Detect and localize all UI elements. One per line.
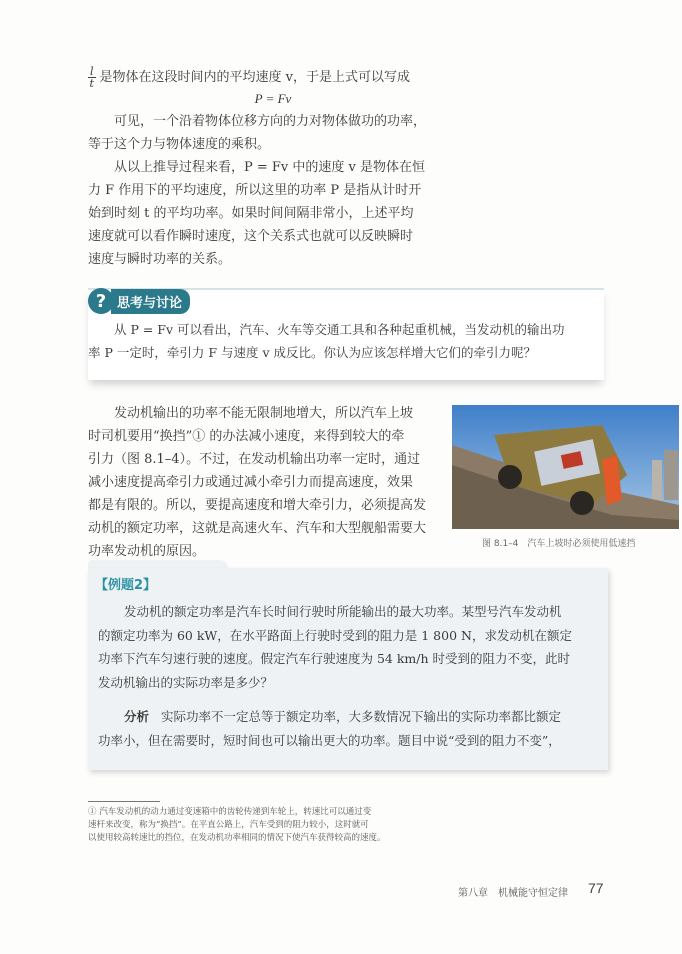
example-label: 【例题2】 [95,578,157,593]
formula: P = Fv [254,91,292,106]
paragraph-line: 发动机输出的功率不能无限制地增大，所以汽车上坡 [114,406,414,421]
page-number: 77 [588,880,604,896]
paragraph-line: 发动机输出的实际功率是多少？ [98,674,274,690]
paragraph-line: 引力（图 8.1–4）。不过，在发动机输出功率一定时，通过 [88,452,421,467]
paragraph-line: 发动机的额定功率是汽车长时间行驶时所能输出的最大功率。某型号汽车发动机 [124,604,562,619]
paragraph-line: 时司机要用“换挡”① 的办法减小速度，来得到较大的牵 [88,429,405,444]
think-discuss-text [88,318,604,364]
think-discuss-header [88,287,190,315]
paragraph-line: 等于这个力与物体速度的乘积。 [88,137,271,152]
question-icon: ? [88,288,114,314]
paragraph-line: 都是有限的。所以，要提高速度和增大牵引力，必须提高发 [88,498,427,513]
chapter-title: 第八章 机械能守恒定律 [458,888,568,899]
paragraph-line: 始到时刻 t 的平均功率。如果时间间隔非常小，上述平均 [88,206,414,221]
paragraph-line: 可见，一个沿着物体位移方向的力对物体做功的功率， [114,114,427,129]
footnote-divider [88,801,160,802]
intro-line: $\frac{l}{t}$ 是物体在这段时间内的平均速度 v，于是上式可以写成 [89,65,411,90]
section-intro [88,66,458,271]
paragraph-line: 从 P = Fv 可以看出，汽车、火车等交通工具和各种起重机械，当发动机的输出功 [114,322,565,337]
paragraph-line: 动机的额定功率，这就是高速火车、汽车和大型舰船需要大 [88,521,427,536]
paragraph-line: 功率小，但在需要时，短时间也可以输出更大的功率。题目中说“受到的阻力不变”， [98,732,561,748]
paragraph-line: 从以上推导过程来看，P = Fv 中的速度 v 是物体在恒 [114,160,426,175]
analysis-label: 分析 [124,709,150,724]
paragraph-line: 功率下汽车匀速行驶的速度。假定汽车行驶速度为 54 km/h 时受到的阻力不变，此时 [98,651,571,666]
paragraph-line: 减小速度提高牵引力或通过减小牵引力而提高速度，效果 [88,475,414,490]
footnote: ① 汽车发动机的动力通过变速箱中的齿轮传递到车轮上，转速比可以通过变 速杆来改变，称为“换挡”。在平直公路上，汽车受到的阻力较小，这时就可 以使用较高转速比的挡位，在发动机功率相同的情况下使汽车获得较高的速度。 [88,807,386,843]
section-engine-power [88,402,438,563]
figure-offroad-car-photo [452,405,679,529]
paragraph-line: 率 P 一定时，牵引力 F 与速度 v 成反比。你认为应该怎样增大它们的牵引力呢？ [88,345,536,360]
figure-caption: 图 8.1–4 汽车上坡时必须使用低速挡 [482,539,636,549]
analysis-line: 分析 实际功率不一定总等于额定功率，大多数情况下输出的实际功率都比额定 [124,709,561,724]
paragraph-line: 力 F 作用下的平均速度，所以这里的功率 P 是指从计时开 [88,183,422,198]
paragraph-line: 速度就可以看作瞬时速度，这个关系式也就可以反映瞬时 [88,229,414,244]
paragraph-line: 速度与瞬时功率的关系。 [88,252,232,267]
paragraph-line: 功率发动机的原因。 [88,544,206,559]
fraction: $\frac{l}{t}$ [89,65,94,90]
think-discuss-label: 思考与讨论 [111,289,190,314]
example-problem [98,600,604,752]
paragraph-line: 的额定功率为 60 kW，在水平路面上行驶时受到的阻力是 1 800 N，求发动机在额定 [98,627,572,643]
